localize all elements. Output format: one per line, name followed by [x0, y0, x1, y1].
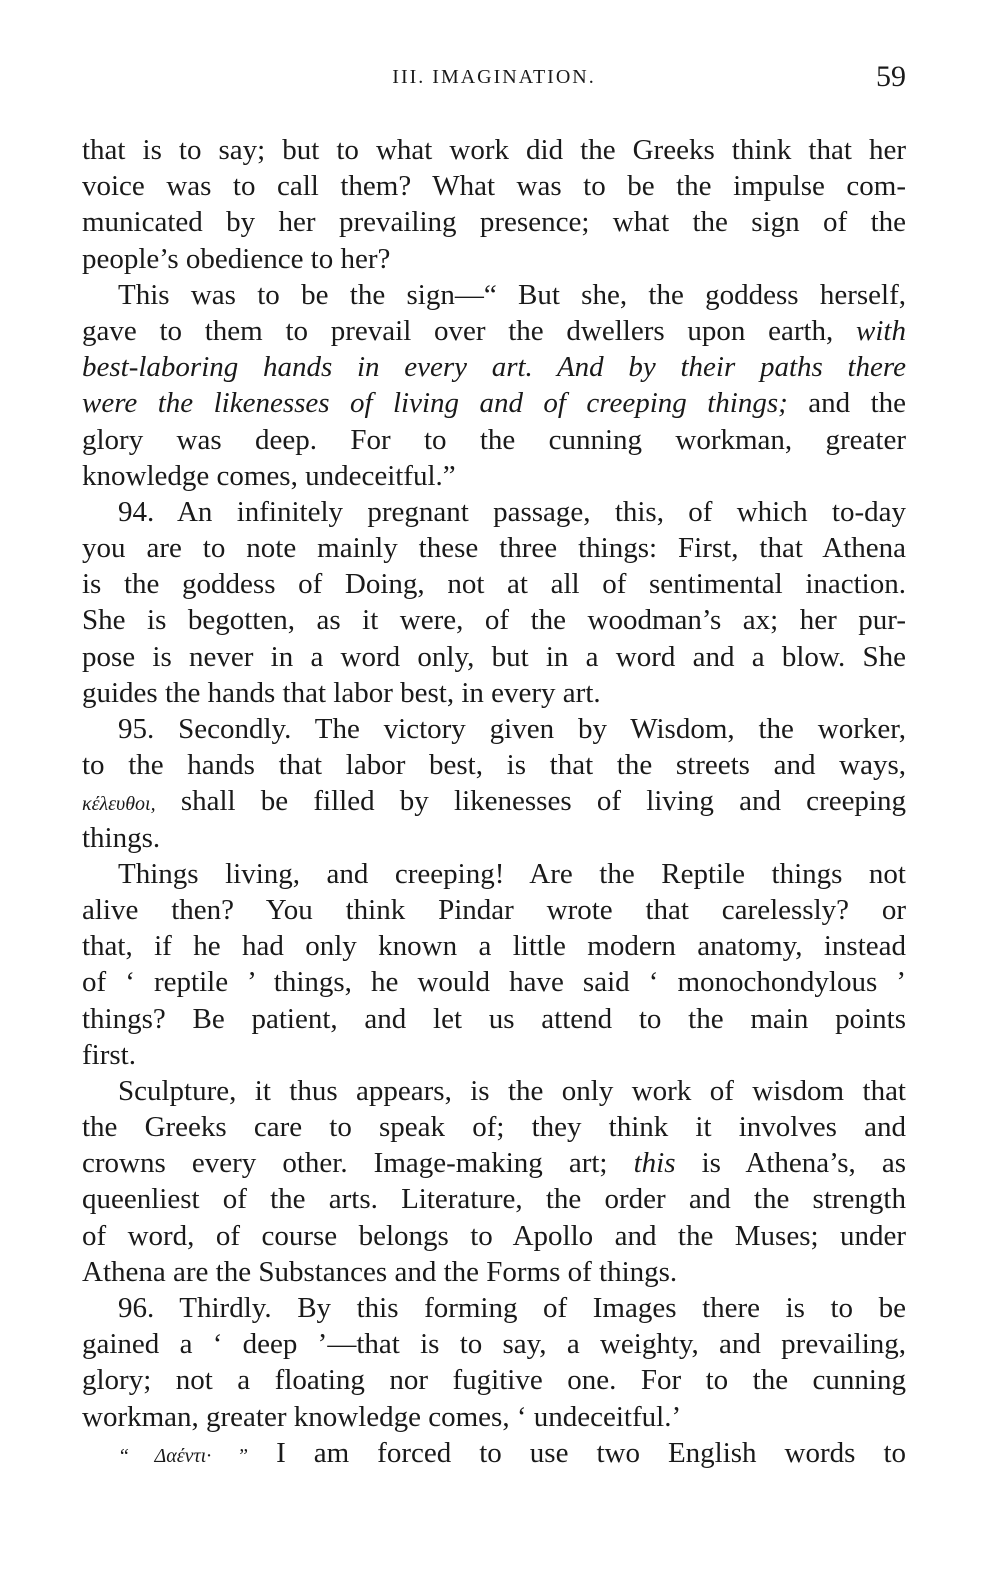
- text-line: guides the hands that labor best, in every art.: [82, 676, 601, 709]
- text-line: 96. Thirdly. By this forming of Images there is to be: [118, 1292, 906, 1324]
- text-line: [82, 349, 906, 385]
- page-number: 59: [876, 60, 906, 93]
- text-line: is the goddess of Doing, not at all of sentimental inaction.: [82, 568, 906, 601]
- text-run: is Athena’s, as: [701, 1147, 907, 1180]
- text-line: that, if he had only known a little modern anatomy, instead: [82, 930, 906, 963]
- text-line: Sculpture, it thus appears, is the only work of wisdom that: [118, 1074, 906, 1107]
- text-line: [82, 1435, 906, 1471]
- italic-run: were the likenesses of living and of creeping things;: [82, 387, 788, 420]
- text-run: crowns every other. Image-making art;: [82, 1147, 608, 1180]
- italic-run: with: [856, 314, 906, 347]
- text-line: first.: [82, 1038, 136, 1071]
- text-line: Athena are the Substances and the Forms of things.: [82, 1255, 678, 1288]
- text-line: people’s obedience to her?: [82, 242, 391, 275]
- text-line: you are to note mainly these three things: First, that Athena: [82, 532, 906, 565]
- text-line: This was to be the sign—“ But she, the goddess herself,: [118, 278, 906, 311]
- text-run: gave to them to prevail over the dwellers upon earth,: [82, 314, 834, 347]
- running-head: [82, 60, 906, 96]
- text-line: glory was deep. For to the cunning workman, greater: [82, 423, 906, 456]
- text-line: 94. An infinitely pregnant passage, this, of which to-day: [118, 495, 906, 528]
- text-line: [82, 313, 906, 349]
- text-line: glory; not a floating nor fugitive one. For to the cunning: [82, 1364, 906, 1397]
- text-line: [82, 385, 906, 421]
- text-run: shall be filled by likenesses of living and creeping: [180, 785, 906, 818]
- text-line: that is to say; but to what work did the Greeks think that her: [82, 134, 906, 166]
- text-line: queenliest of the arts. Literature, the order and the strength: [82, 1183, 906, 1216]
- italic-run: best-laboring hands in every art. And by their paths there: [82, 351, 906, 384]
- running-title: III. IMAGINATION.: [392, 66, 596, 88]
- text-line: 95. Secondly. The victory given by Wisdom, the worker,: [118, 713, 906, 745]
- text-line: [82, 1145, 906, 1181]
- text-run: and the: [808, 387, 907, 420]
- text-line: voice was to call them? What was to be the impulse com-: [82, 170, 906, 203]
- text-line: knowledge comes, undeceitful.”: [82, 459, 456, 492]
- greek-word: “ Δαέντι· ”: [118, 1444, 249, 1467]
- text-line: pose is never in a word only, but in a word and a blow. She: [82, 640, 906, 673]
- text-line: of ‘ reptile ’ things, he would have said ‘ monochondylous ’: [82, 966, 906, 999]
- text-line: Things living, and creeping! Are the Reptile things not: [118, 857, 906, 890]
- text-line: things.: [82, 821, 161, 854]
- text-line: gained a ‘ deep ’—that is to say, a weighty, and prevailing,: [82, 1328, 906, 1361]
- text-line: She is begotten, as it were, of the woodman’s ax; her pur-: [82, 604, 906, 637]
- greek-word: κέλευθοι,: [82, 793, 156, 816]
- text-line: things? Be patient, and let us attend to the main points: [82, 1002, 906, 1035]
- text-line: alive then? You think Pindar wrote that carelessly? or: [82, 893, 906, 926]
- text-line: [82, 783, 906, 819]
- text-line: workman, greater knowledge comes, ‘ undeceitful.’: [82, 1400, 682, 1433]
- text-line: of word, of course belongs to Apollo and the Muses; under: [82, 1219, 906, 1252]
- text-line: to the hands that labor best, is that the streets and ways,: [82, 749, 906, 782]
- text-run: I am forced to use two English words to: [276, 1436, 906, 1469]
- text-line: the Greeks care to speak of; they think it involves and: [82, 1111, 906, 1144]
- body-text: [82, 132, 906, 1471]
- italic-run: this: [633, 1147, 676, 1180]
- text-line: municated by her prevailing presence; what the sign of the: [82, 206, 906, 239]
